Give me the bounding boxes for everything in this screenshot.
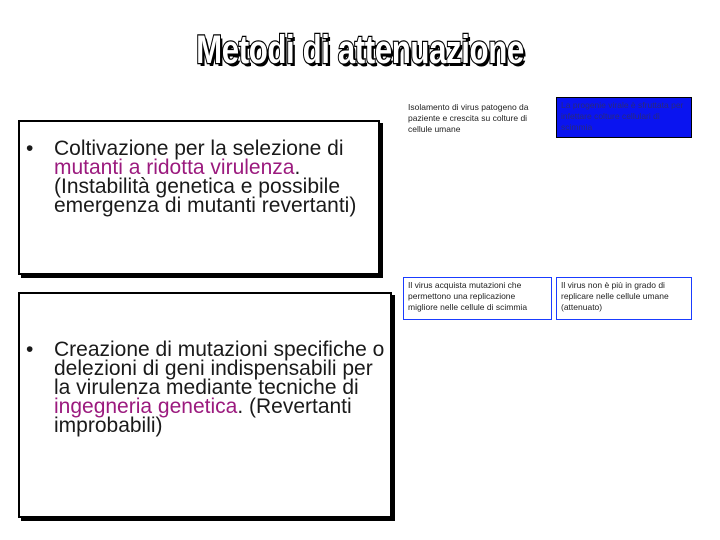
step-card-progeny: La progenie virale è sfruttata per infettare colture cellulari di scimmia xyxy=(556,97,692,138)
method-box-engineering xyxy=(18,292,392,518)
bullet-text-part: Creazione di mutazioni specifiche o delezioni di geni indispensabili per la virulenza mediante tecniche di xyxy=(54,338,385,399)
bullet-highlight: mutanti a ridotta virulenza xyxy=(54,156,295,179)
bullet-text xyxy=(54,340,386,435)
method-box-culture xyxy=(18,120,380,275)
bullet-dot: • xyxy=(26,338,34,361)
slide-title: Metodi di attenuazione xyxy=(196,28,524,72)
bullet-text-part: Coltivazione per la selezione di xyxy=(54,137,344,160)
step-card-attenuated: Il virus non è più in grado di replicare nelle cellule umane (attenuato) xyxy=(556,277,692,320)
bullet-dot: • xyxy=(26,137,34,160)
step-card-mutations: Il virus acquista mutazioni che permettono una replicazione migliore nelle cellule di scimmia xyxy=(403,277,552,320)
bullet-highlight: ingegneria genetica xyxy=(54,395,238,418)
bullet-text-part: . (Instabilità genetica e possibile emergenza di mutanti revertanti) xyxy=(54,156,357,217)
bullet-text-part: . (Revertanti improbabili) xyxy=(54,395,352,437)
step-card-isolation: Isolamento di virus patogeno da paziente e crescita su colture di cellule umane xyxy=(404,100,554,142)
bullet-text xyxy=(54,139,376,215)
